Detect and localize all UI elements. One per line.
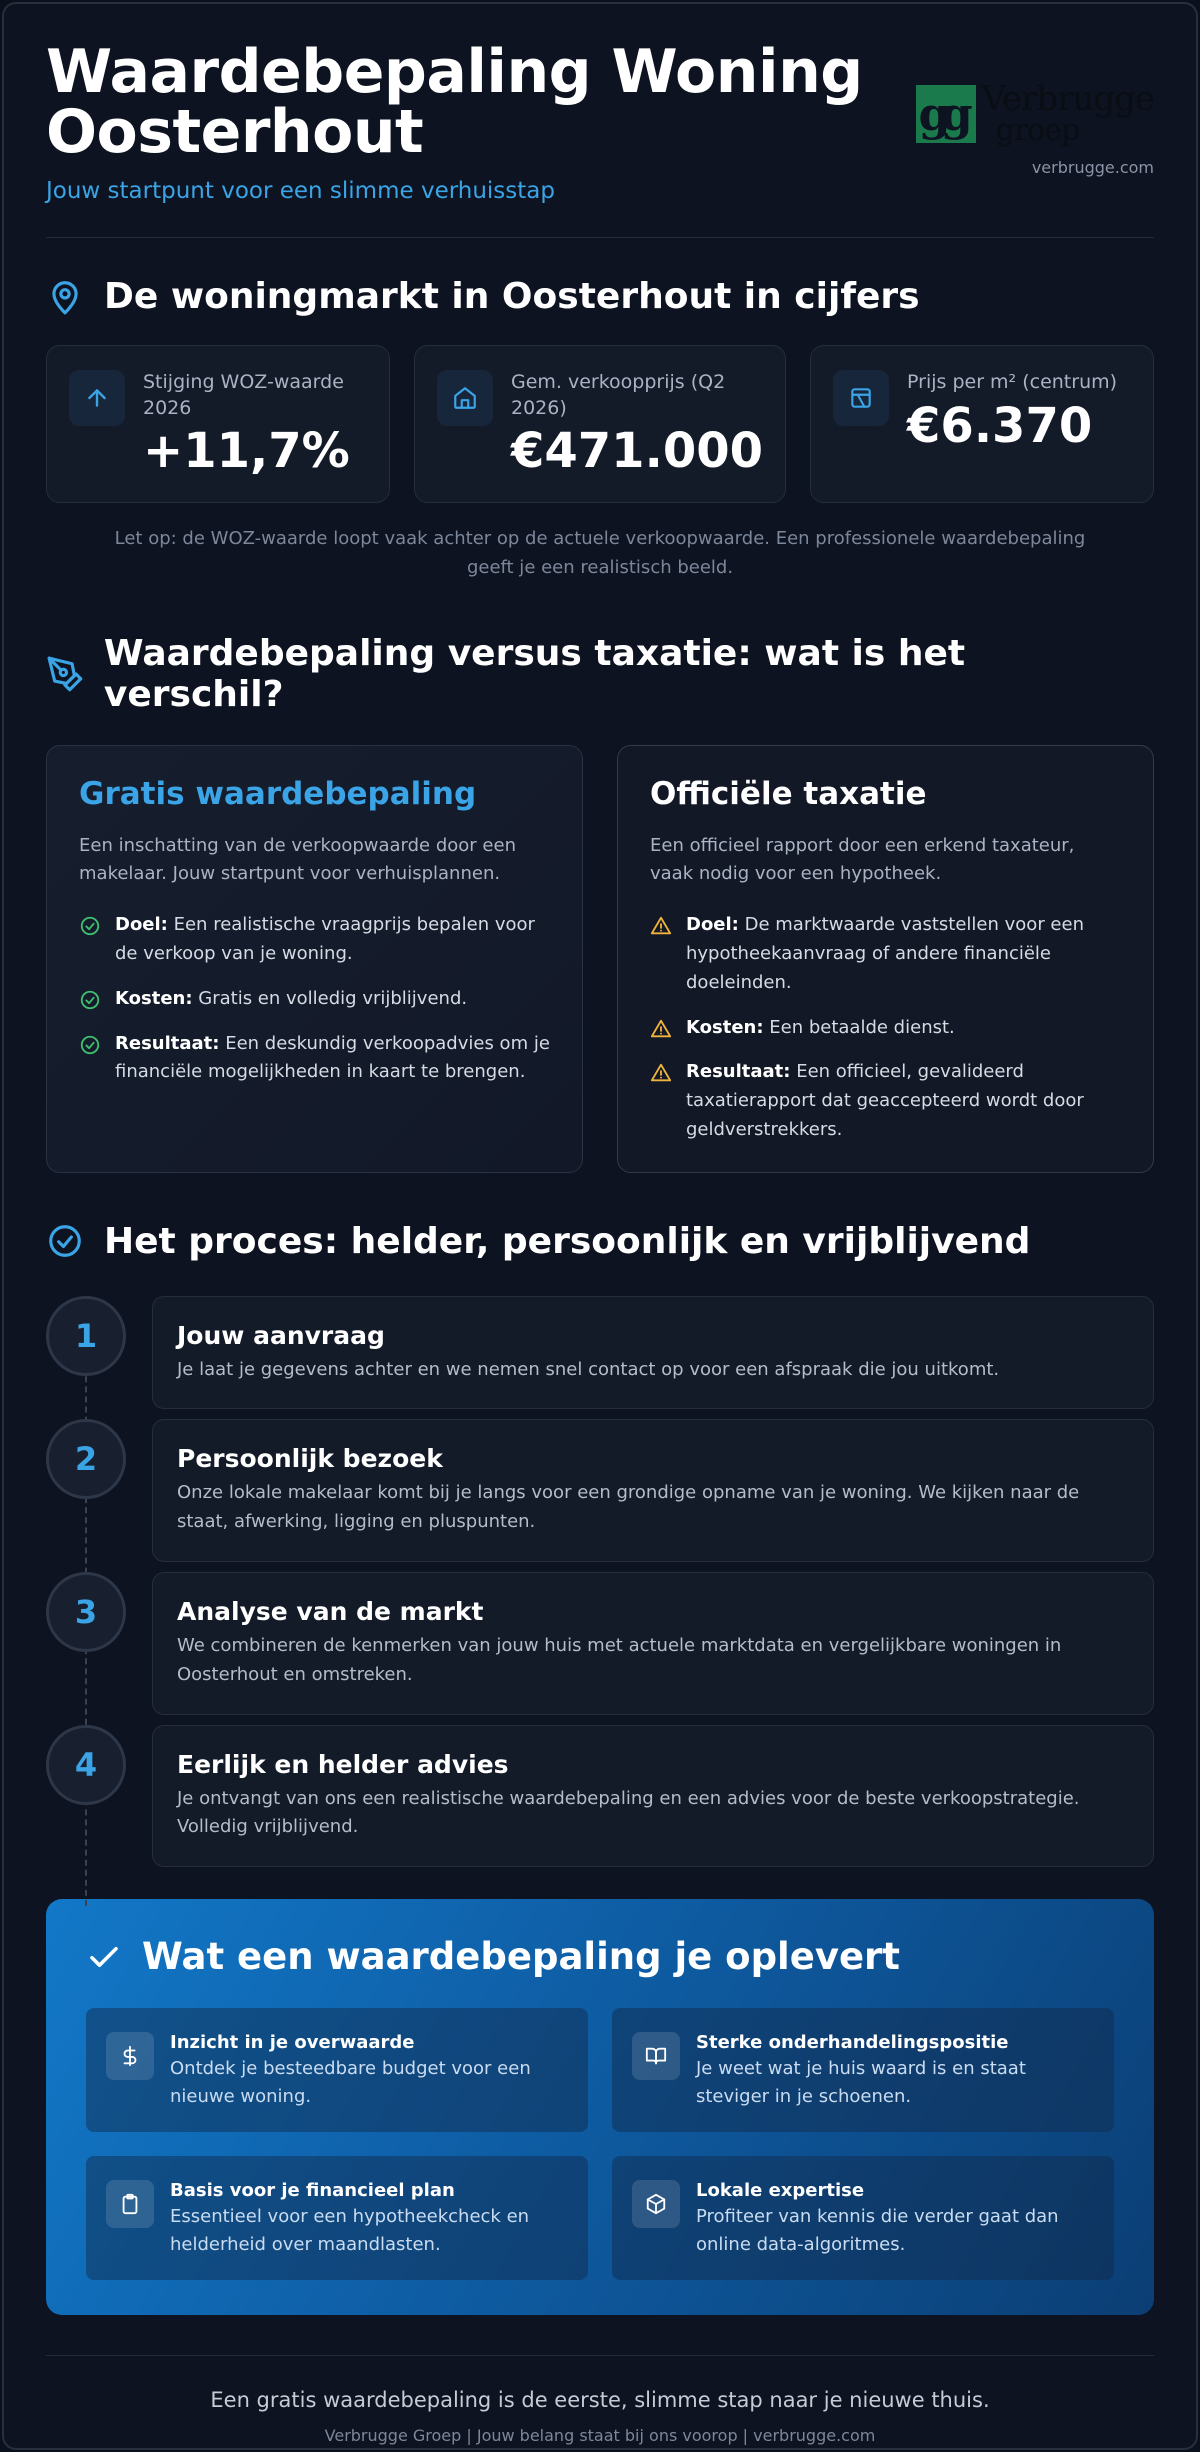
step-text: Je laat je gegevens achter en we nemen snel contact op voor een afspraak die jou uitkomt. — [177, 1358, 1000, 1380]
warning-icon — [650, 1062, 672, 1084]
benefit-text: Ontdek je besteedbare budget voor een nieuwe woning. — [170, 2058, 531, 2108]
benefit-title: Lokale expertise — [696, 2180, 865, 2202]
logo-mark-icon: gg — [916, 85, 976, 143]
step-number: 1 — [46, 1296, 126, 1376]
card-description: Een inschatting van de verkoopwaarde door een makelaar. Jouw startpunt voor verhuisplannen. — [79, 834, 516, 885]
logo-name: Verbrugge — [981, 79, 1154, 119]
step-title: Persoonlijk bezoek — [177, 1444, 443, 1474]
stat-label: Stijging WOZ-waarde 2026 — [143, 371, 344, 419]
logo-suffix: groep — [995, 113, 1080, 148]
benefit-title: Basis voor je financieel plan — [170, 2180, 455, 2202]
page-footer — [46, 2355, 1154, 2445]
step-text: Je ontvangt van ons een realistische waardebepaling en een advies voor de beste verkoopstrategie. Volledig vrijblijvend. — [177, 1787, 1080, 1838]
brand — [916, 79, 1154, 177]
clipboard-icon — [106, 2180, 154, 2228]
free-valuation-card — [46, 745, 583, 1173]
benefit-item — [612, 2156, 1114, 2280]
process-step — [46, 1296, 1154, 1410]
card-title: Gratis waardebepaling — [79, 775, 477, 812]
checkmark-icon — [86, 1939, 122, 1975]
stat-value: +11,7% — [143, 423, 350, 480]
comparison-heading: Waardebepaling versus taxatie: wat is het verschil? — [103, 632, 966, 715]
benefit-item — [86, 2156, 588, 2280]
woz-note: Let op: de WOZ-waarde loopt vaak achter op de actuele verkoopwaarde. Een professionele waardebepaling geeft je een realistisch beeld. — [114, 528, 1086, 578]
step-number: 4 — [46, 1725, 126, 1805]
page-header — [46, 4, 1154, 238]
process-steps — [46, 1296, 1154, 1868]
stat-card-price — [414, 345, 786, 503]
home-icon — [437, 370, 493, 426]
benefits-heading: Wat een waardebepaling je oplevert — [142, 1935, 900, 1979]
process-step — [46, 1572, 1154, 1715]
stat-card-m2 — [810, 345, 1154, 503]
benefit-text: Essentieel voor een hypotheekcheck en helderheid over maandlasten. — [170, 2206, 530, 2256]
list-item: Doel: De marktwaarde vaststellen voor een hypotheekaanvraag of andere financiële doeleinden. — [650, 911, 1121, 997]
process-step — [46, 1725, 1154, 1868]
official-appraisal-card — [617, 745, 1154, 1173]
book-icon — [632, 2032, 680, 2080]
step-number: 2 — [46, 1419, 126, 1499]
benefits-panel — [46, 1899, 1154, 2315]
benefit-text: Je weet wat je huis waard is en staat steviger in je schoenen. — [696, 2058, 1026, 2108]
stat-label: Gem. verkoopprijs (Q2 2026) — [510, 371, 726, 419]
location-pin-icon — [46, 278, 84, 316]
stats-row — [46, 345, 1154, 503]
comparison-section-heading — [46, 633, 1154, 715]
step-text: Onze lokale makelaar komt bij je langs voor een grondige opname van je woning. We kijken naar de staat, afwerking, ligging en pluspunten. — [177, 1482, 1080, 1533]
list-item: Resultaat: Een officieel, gevalideerd taxatierapport dat geaccepteerd wordt door geldverstrekkers. — [650, 1058, 1121, 1144]
page-subtitle: Jouw startpunt voor een slimme verhuisstap — [46, 178, 555, 204]
list-item: Resultaat: Een deskundig verkoopadvies om je financiële mogelijkheden in kaart te brengen. — [79, 1030, 550, 1088]
infographic-page — [2, 2, 1198, 2450]
benefits-grid — [86, 2008, 1114, 2280]
card-title: Officiële taxatie — [650, 775, 927, 812]
page-title: Waardebepaling Woning Oosterhout — [46, 37, 863, 167]
footer-meta: Verbrugge Groep | Jouw belang staat bij ons voorop | verbrugge.com — [324, 2426, 876, 2446]
benefit-item — [86, 2008, 588, 2132]
brand-logo[interactable] — [916, 79, 1154, 148]
market-heading: De woningmarkt in Oosterhout in cijfers — [104, 276, 920, 317]
warning-icon — [650, 1018, 672, 1040]
arrow-up-icon — [69, 370, 125, 426]
check-circle-icon — [79, 1034, 101, 1056]
list-item: Doel: Een realistische vraagprijs bepalen voor de verkoop van je woning. — [79, 911, 550, 969]
step-text: We combineren de kenmerken van jouw huis met actuele marktdata en vergelijkbare woningen in Oosterhout en omstreken. — [177, 1634, 1062, 1685]
list-item: Kosten: Een betaalde dienst. — [650, 1014, 1121, 1043]
pen-tool-icon — [46, 655, 84, 693]
cube-icon — [632, 2180, 680, 2228]
card-description: Een officieel rapport door een erkend taxateur, vaak nodig voor een hypotheek. — [650, 834, 1075, 885]
check-circle-icon — [79, 915, 101, 937]
step-title: Analyse van de markt — [177, 1596, 484, 1626]
step-number: 3 — [46, 1572, 126, 1652]
dollar-icon — [106, 2032, 154, 2080]
market-section-heading — [46, 276, 1154, 317]
list-item: Kosten: Gratis en volledig vrijblijvend. — [79, 985, 550, 1014]
step-title: Eerlijk en helder advies — [177, 1749, 509, 1779]
process-section-heading — [46, 1221, 1154, 1262]
ruler-icon — [833, 370, 889, 426]
stat-value: €471.000 — [510, 423, 764, 480]
stat-label: Prijs per m² (centrum) — [907, 371, 1118, 393]
footer-tagline: Een gratis waardebepaling is de eerste, slimme stap naar je nieuwe thuis. — [210, 2388, 990, 2413]
benefit-title: Inzicht in je overwaarde — [170, 2032, 415, 2054]
brand-url[interactable]: verbrugge.com — [1031, 158, 1154, 177]
warning-icon — [650, 915, 672, 937]
benefit-item — [612, 2008, 1114, 2132]
benefit-text: Profiteer van kennis die verder gaat dan online data-algoritmes. — [696, 2206, 1059, 2256]
comparison-cards — [46, 745, 1154, 1173]
card-list — [79, 911, 550, 1087]
process-heading: Het proces: helder, persoonlijk en vrijblijvend — [104, 1220, 1031, 1262]
process-step — [46, 1419, 1154, 1562]
benefit-title: Sterke onderhandelingspositie — [696, 2032, 1009, 2054]
check-circle-icon — [46, 1222, 84, 1260]
check-circle-icon — [79, 989, 101, 1011]
card-list — [650, 911, 1121, 1145]
step-title: Jouw aanvraag — [177, 1320, 385, 1350]
stat-value: €6.370 — [907, 397, 1093, 454]
stat-card-woz — [46, 345, 390, 503]
